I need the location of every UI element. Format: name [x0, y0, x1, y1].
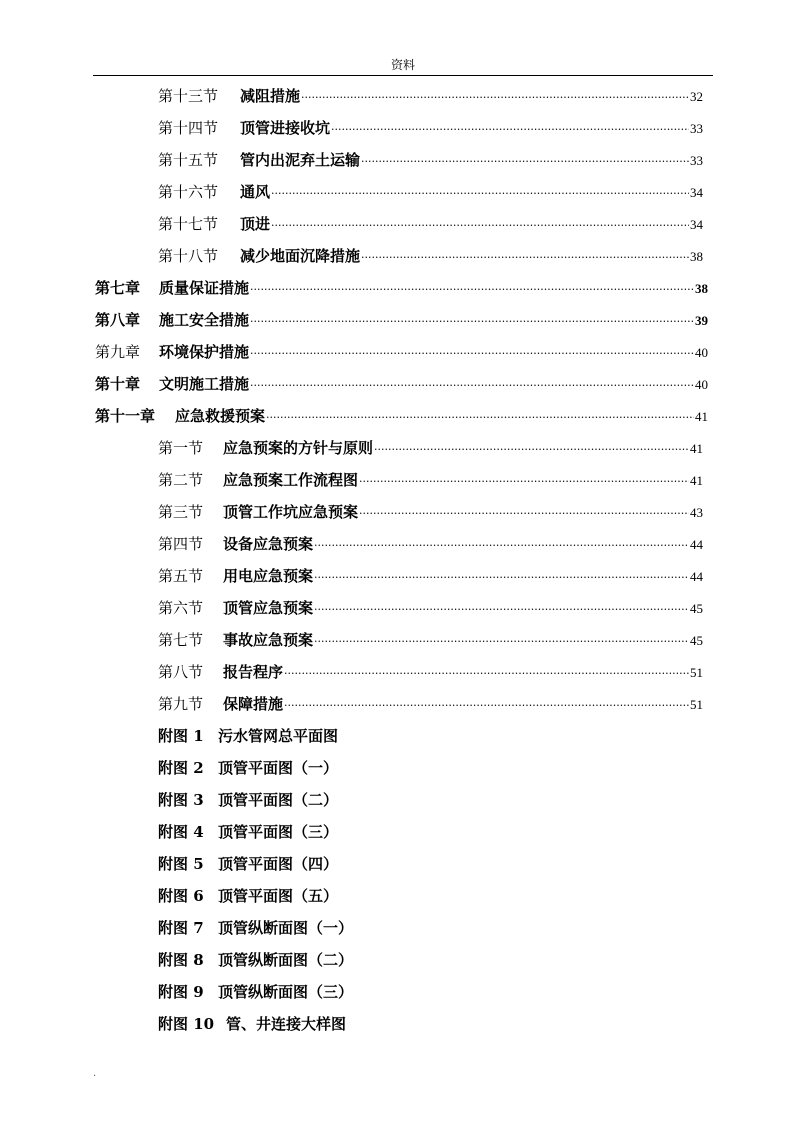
toc-title: 顶管工作坑应急预案 — [223, 503, 359, 521]
appendix-label: 附图 7 — [158, 919, 204, 937]
toc-page: 38 — [690, 249, 703, 264]
toc-page: 43 — [690, 505, 703, 520]
toc-entry-e7[interactable] — [158, 629, 703, 651]
appendix-label: 附图 8 — [158, 951, 204, 969]
toc-title: 事故应急预案 — [223, 631, 314, 649]
toc-leader — [271, 183, 689, 205]
toc-page: 45 — [690, 601, 703, 616]
toc-label: 第三节 — [158, 503, 204, 521]
toc-label: 第八章 — [95, 311, 141, 329]
toc-leader — [331, 119, 689, 141]
toc-page: 32 — [690, 89, 703, 104]
appendix-title: 顶管平面图（二） — [218, 791, 339, 809]
toc-title: 顶管应急预案 — [223, 599, 314, 617]
toc-label: 第十五节 — [158, 151, 219, 169]
appendix-item-9[interactable] — [158, 981, 353, 1003]
appendix-item-5[interactable] — [158, 853, 338, 875]
toc-entry-c10[interactable] — [95, 373, 708, 395]
appendix-label: 附图 6 — [158, 887, 204, 905]
appendix-item-3[interactable] — [158, 789, 338, 811]
toc-leader — [314, 631, 689, 653]
appendix-title: 顶管平面图（五） — [218, 887, 339, 905]
toc-entry-s18[interactable] — [158, 245, 703, 267]
toc-label: 第十七节 — [158, 215, 219, 233]
toc-title: 顶进 — [240, 215, 271, 233]
toc-label: 第七节 — [158, 631, 204, 649]
appendix-label: 附图 4 — [158, 823, 204, 841]
toc-entry-s16[interactable] — [158, 181, 703, 203]
toc-entry-c11[interactable] — [95, 405, 708, 427]
toc-entry-c9[interactable] — [95, 341, 708, 363]
toc-label: 第八节 — [158, 663, 204, 681]
toc-entry-c8[interactable] — [95, 309, 708, 331]
toc-page: 40 — [695, 377, 708, 392]
appendix-item-2[interactable] — [158, 757, 338, 779]
toc-label: 第九章 — [95, 343, 141, 361]
toc-entry-e6[interactable] — [158, 597, 703, 619]
toc-leader — [361, 247, 689, 269]
toc-label: 第七章 — [95, 279, 141, 297]
toc-page: 38 — [695, 281, 708, 296]
toc-entry-e4[interactable] — [158, 533, 703, 555]
toc-entry-e2[interactable] — [158, 469, 703, 491]
toc-title: 施工安全措施 — [159, 311, 250, 329]
toc-leader — [284, 663, 689, 685]
toc-page: 40 — [695, 345, 708, 360]
appendix-item-7[interactable] — [158, 917, 353, 939]
toc-leader — [266, 407, 694, 429]
toc-title: 报告程序 — [223, 663, 284, 681]
toc-label: 第六节 — [158, 599, 204, 617]
toc-title: 减阻措施 — [240, 87, 301, 105]
footer-mark: . — [93, 1068, 97, 1079]
appendix-item-8[interactable] — [158, 949, 353, 971]
toc-page: 45 — [690, 633, 703, 648]
toc-entry-e9[interactable] — [158, 693, 703, 715]
toc-title: 保障措施 — [223, 695, 284, 713]
toc-entry-e3[interactable] — [158, 501, 703, 523]
appendix-title: 顶管纵断面图（三） — [218, 983, 354, 1001]
toc-page: 34 — [690, 217, 703, 232]
appendix-label: 附图 10 — [158, 1015, 215, 1033]
toc-title: 文明施工措施 — [159, 375, 250, 393]
appendix-item-4[interactable] — [158, 821, 338, 843]
appendix-title: 顶管纵断面图（二） — [218, 951, 354, 969]
toc-label: 第十八节 — [158, 247, 219, 265]
toc-label: 第十三节 — [158, 87, 219, 105]
toc-leader — [301, 87, 689, 109]
appendix-label: 附图 9 — [158, 983, 204, 1001]
toc-title: 环境保护措施 — [159, 343, 250, 361]
toc-label: 第二节 — [158, 471, 204, 489]
appendix-item-6[interactable] — [158, 885, 338, 907]
toc-title: 应急预案的方针与原则 — [223, 439, 374, 457]
header-title: 资料 — [390, 58, 415, 72]
toc-page: 51 — [690, 665, 703, 680]
toc-title: 顶管进接收坑 — [240, 119, 331, 137]
toc-page: 41 — [695, 409, 708, 424]
appendix-title: 管、井连接大样图 — [226, 1015, 347, 1033]
toc-leader — [359, 471, 689, 493]
toc-label: 第十章 — [95, 375, 141, 393]
toc-page: 33 — [690, 121, 703, 136]
toc-entry-s15[interactable] — [158, 149, 703, 171]
toc-label: 第一节 — [158, 439, 204, 457]
toc-leader — [374, 439, 689, 461]
toc-page: 44 — [690, 537, 703, 552]
toc-leader — [250, 343, 694, 365]
toc-leader — [250, 279, 694, 301]
toc-leader — [359, 503, 689, 525]
toc-label: 第四节 — [158, 535, 204, 553]
toc-title: 减少地面沉降措施 — [240, 247, 361, 265]
toc-page: 44 — [690, 569, 703, 584]
toc-title: 管内出泥弃土运输 — [240, 151, 361, 169]
toc-title: 应急救援预案 — [175, 407, 266, 425]
toc-leader — [314, 567, 689, 589]
appendix-title: 顶管平面图（一） — [218, 759, 339, 777]
toc-leader — [250, 311, 694, 333]
toc-label: 第十一章 — [95, 407, 156, 425]
toc-page: 51 — [690, 697, 703, 712]
toc-entry-e1[interactable] — [158, 437, 703, 459]
toc-entry-s13[interactable] — [158, 85, 703, 107]
toc-label: 第五节 — [158, 567, 204, 585]
toc-page: 34 — [690, 185, 703, 200]
toc-leader — [361, 151, 689, 173]
toc-entry-s14[interactable] — [158, 117, 703, 139]
appendix-title: 顶管平面图（四） — [218, 855, 339, 873]
appendix-label: 附图 2 — [158, 759, 204, 777]
toc-title: 设备应急预案 — [223, 535, 314, 553]
toc-entry-e5[interactable] — [158, 565, 703, 587]
toc-title: 通风 — [240, 183, 271, 201]
toc-title: 用电应急预案 — [223, 567, 314, 585]
appendix-label: 附图 5 — [158, 855, 204, 873]
appendix-item-10[interactable] — [158, 1013, 346, 1035]
page-header — [93, 57, 713, 76]
toc-leader — [314, 599, 689, 621]
toc-leader — [271, 215, 689, 237]
toc-title: 应急预案工作流程图 — [223, 471, 359, 489]
toc-leader — [284, 695, 689, 717]
toc-label: 第十四节 — [158, 119, 219, 137]
toc-title: 质量保证措施 — [159, 279, 250, 297]
toc-page: 39 — [695, 313, 708, 328]
toc-entry-e8[interactable] — [158, 661, 703, 683]
appendix-label: 附图 1 — [158, 727, 204, 745]
appendix-title: 污水管网总平面图 — [218, 727, 339, 745]
toc-leader — [314, 535, 689, 557]
appendix-item-1[interactable] — [158, 725, 338, 747]
toc-page: 33 — [690, 153, 703, 168]
toc-label: 第九节 — [158, 695, 204, 713]
toc-page: 41 — [690, 441, 703, 456]
appendix-label: 附图 3 — [158, 791, 204, 809]
appendix-title: 顶管平面图（三） — [218, 823, 339, 841]
appendix-title: 顶管纵断面图（一） — [218, 919, 354, 937]
toc-label: 第十六节 — [158, 183, 219, 201]
toc-leader — [250, 375, 694, 397]
toc-entry-c7[interactable] — [95, 277, 708, 299]
toc-entry-s17[interactable] — [158, 213, 703, 235]
toc-page: 41 — [690, 473, 703, 488]
